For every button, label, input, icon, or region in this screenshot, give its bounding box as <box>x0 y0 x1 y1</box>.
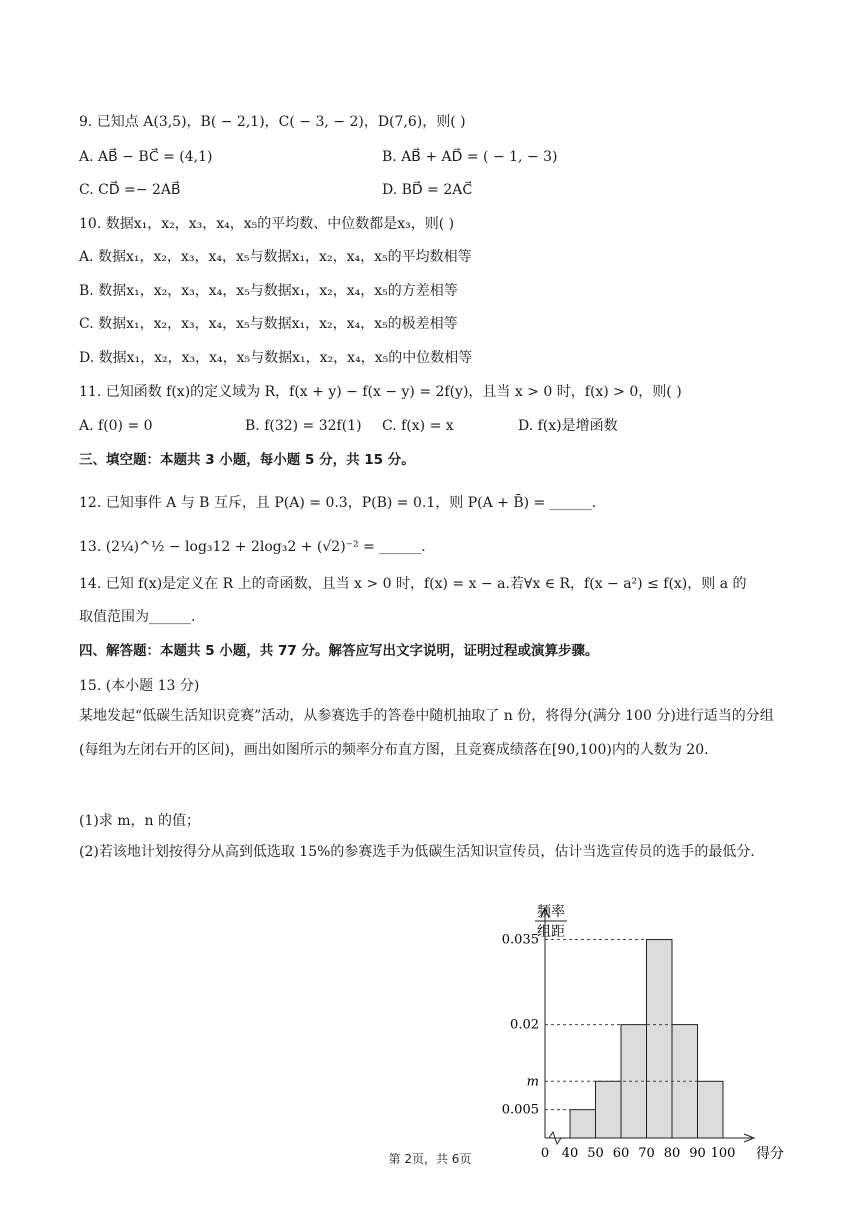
y-tick-label: 0.005 <box>501 1102 539 1118</box>
q15-part-2: (2)若该地计划按得分从高到低选取 15%的参赛选手为低碳生活知识宣传员，估计当选宣传员的选手的最低分． <box>79 844 765 860</box>
histogram-bar <box>647 940 673 1138</box>
q14-line-1: 14. 已知 f(x)是定义在 R 上的奇函数，且当 x > 0 时，f(x) = x − a.若∀x ∈ R，f(x − a²) ≤ f(x)，则 a 的 <box>79 576 747 592</box>
q11-option-a: A. f(0) = 0 <box>79 418 153 434</box>
x-tick-label: 40 <box>561 1146 579 1161</box>
x-tick-label: 60 <box>612 1146 630 1161</box>
origin-label: 0 <box>540 1146 550 1161</box>
x-tick-label: 100 <box>710 1146 736 1161</box>
q15-part-1: (1)求 m，n 的值； <box>79 813 201 829</box>
q10-option-c: C. 数据x₁，x₂，x₃，x₄，x₅与数据x₁，x₂，x₄，x₅的极差相等 <box>79 316 458 332</box>
frequency-histogram <box>490 890 800 1170</box>
section-3-heading: 三、填空题：本题共 3 小题，每小题 5 分，共 15 分。 <box>79 452 415 468</box>
y-axis-label-top: 频率 <box>537 904 565 920</box>
q10-option-d: D. 数据x₁，x₂，x₃，x₄，x₅与数据x₁，x₂，x₄，x₅的中位数相等 <box>79 350 473 366</box>
q9-option-a: A. AB⃗ − BC⃗ = (4,1) <box>79 149 213 165</box>
q9-option-c: C. CD⃗ =− 2AB⃗ <box>79 182 181 198</box>
q12-text: 12. 已知事件 A 与 B 互斥，且 P(A) = 0.3，P(B) = 0.1，则 P(A + B̄) = ______. <box>79 495 597 511</box>
section-4-heading: 四、解答题：本题共 5 小题，共 77 分。解答应写出文字说明，证明过程或演算步骤。 <box>79 643 599 659</box>
x-tick-label: 50 <box>587 1146 604 1161</box>
q10-option-b: B. 数据x₁，x₂，x₃，x₄，x₅与数据x₁，x₂，x₄，x₅的方差相等 <box>79 283 458 299</box>
q10-stem: 10. 数据x₁，x₂，x₃，x₄，x₅的平均数、中位数都是x₃，则( ) <box>79 216 455 232</box>
histogram-bar <box>596 1081 622 1138</box>
q15-header: 15. (本小题 13 分) <box>79 678 200 694</box>
q9-option-b: B. AB⃗ + AD⃗ = ( − 1, − 3) <box>382 149 558 165</box>
histogram-bar <box>570 1110 596 1138</box>
x-axis-label: 得分 <box>756 1146 784 1162</box>
x-tick-label: 90 <box>689 1146 706 1161</box>
q9-stem: 9. 已知点 A(3,5)，B( − 2,1)，C( − 3, − 2)，D(7,6)，则( ) <box>79 114 466 130</box>
q10-option-a: A. 数据x₁，x₂，x₃，x₄，x₅与数据x₁，x₂，x₄，x₅的平均数相等 <box>79 249 472 265</box>
q11-option-d: D. f(x)是增函数 <box>518 418 618 434</box>
q13-text: 13. (2¼)^½ − log₃12 + 2log₃2 + (√2)⁻² = ______. <box>79 539 426 555</box>
q9-option-d: D. BD⃗ = 2AC⃗ <box>382 182 473 198</box>
histogram-bar <box>698 1081 724 1138</box>
q14-line-2: 取值范围为______. <box>79 609 196 625</box>
q15-body: 某地发起“低碳生活知识竞赛”活动，从参赛选手的答卷中随机抽取了 n 份，将得分(满分 100 分)进行适当的分组(每组为左闭右开的区间)，画出如图所示的频率分布直方图，且竞赛成绩落在[90,100)内的人数为 20． <box>79 708 774 758</box>
x-tick-label: 80 <box>663 1146 681 1161</box>
y-tick-label: m <box>526 1074 539 1090</box>
q11-option-b: B. f(32) = 32f(1) <box>245 418 362 434</box>
q11-option-c: C. f(x) = x <box>382 418 454 434</box>
x-tick-label: 70 <box>638 1146 655 1161</box>
q11-stem: 11. 已知函数 f(x)的定义域为 R，f(x + y) − f(x − y) = 2f(y)，且当 x > 0 时，f(x) > 0，则( ) <box>79 384 682 400</box>
page-footer: 第 2页，共 6页 <box>388 1152 472 1166</box>
y-tick-label: 0.02 <box>510 1017 539 1033</box>
y-axis-label-bottom: 组距 <box>537 924 565 940</box>
y-tick-label: 0.035 <box>501 932 539 948</box>
